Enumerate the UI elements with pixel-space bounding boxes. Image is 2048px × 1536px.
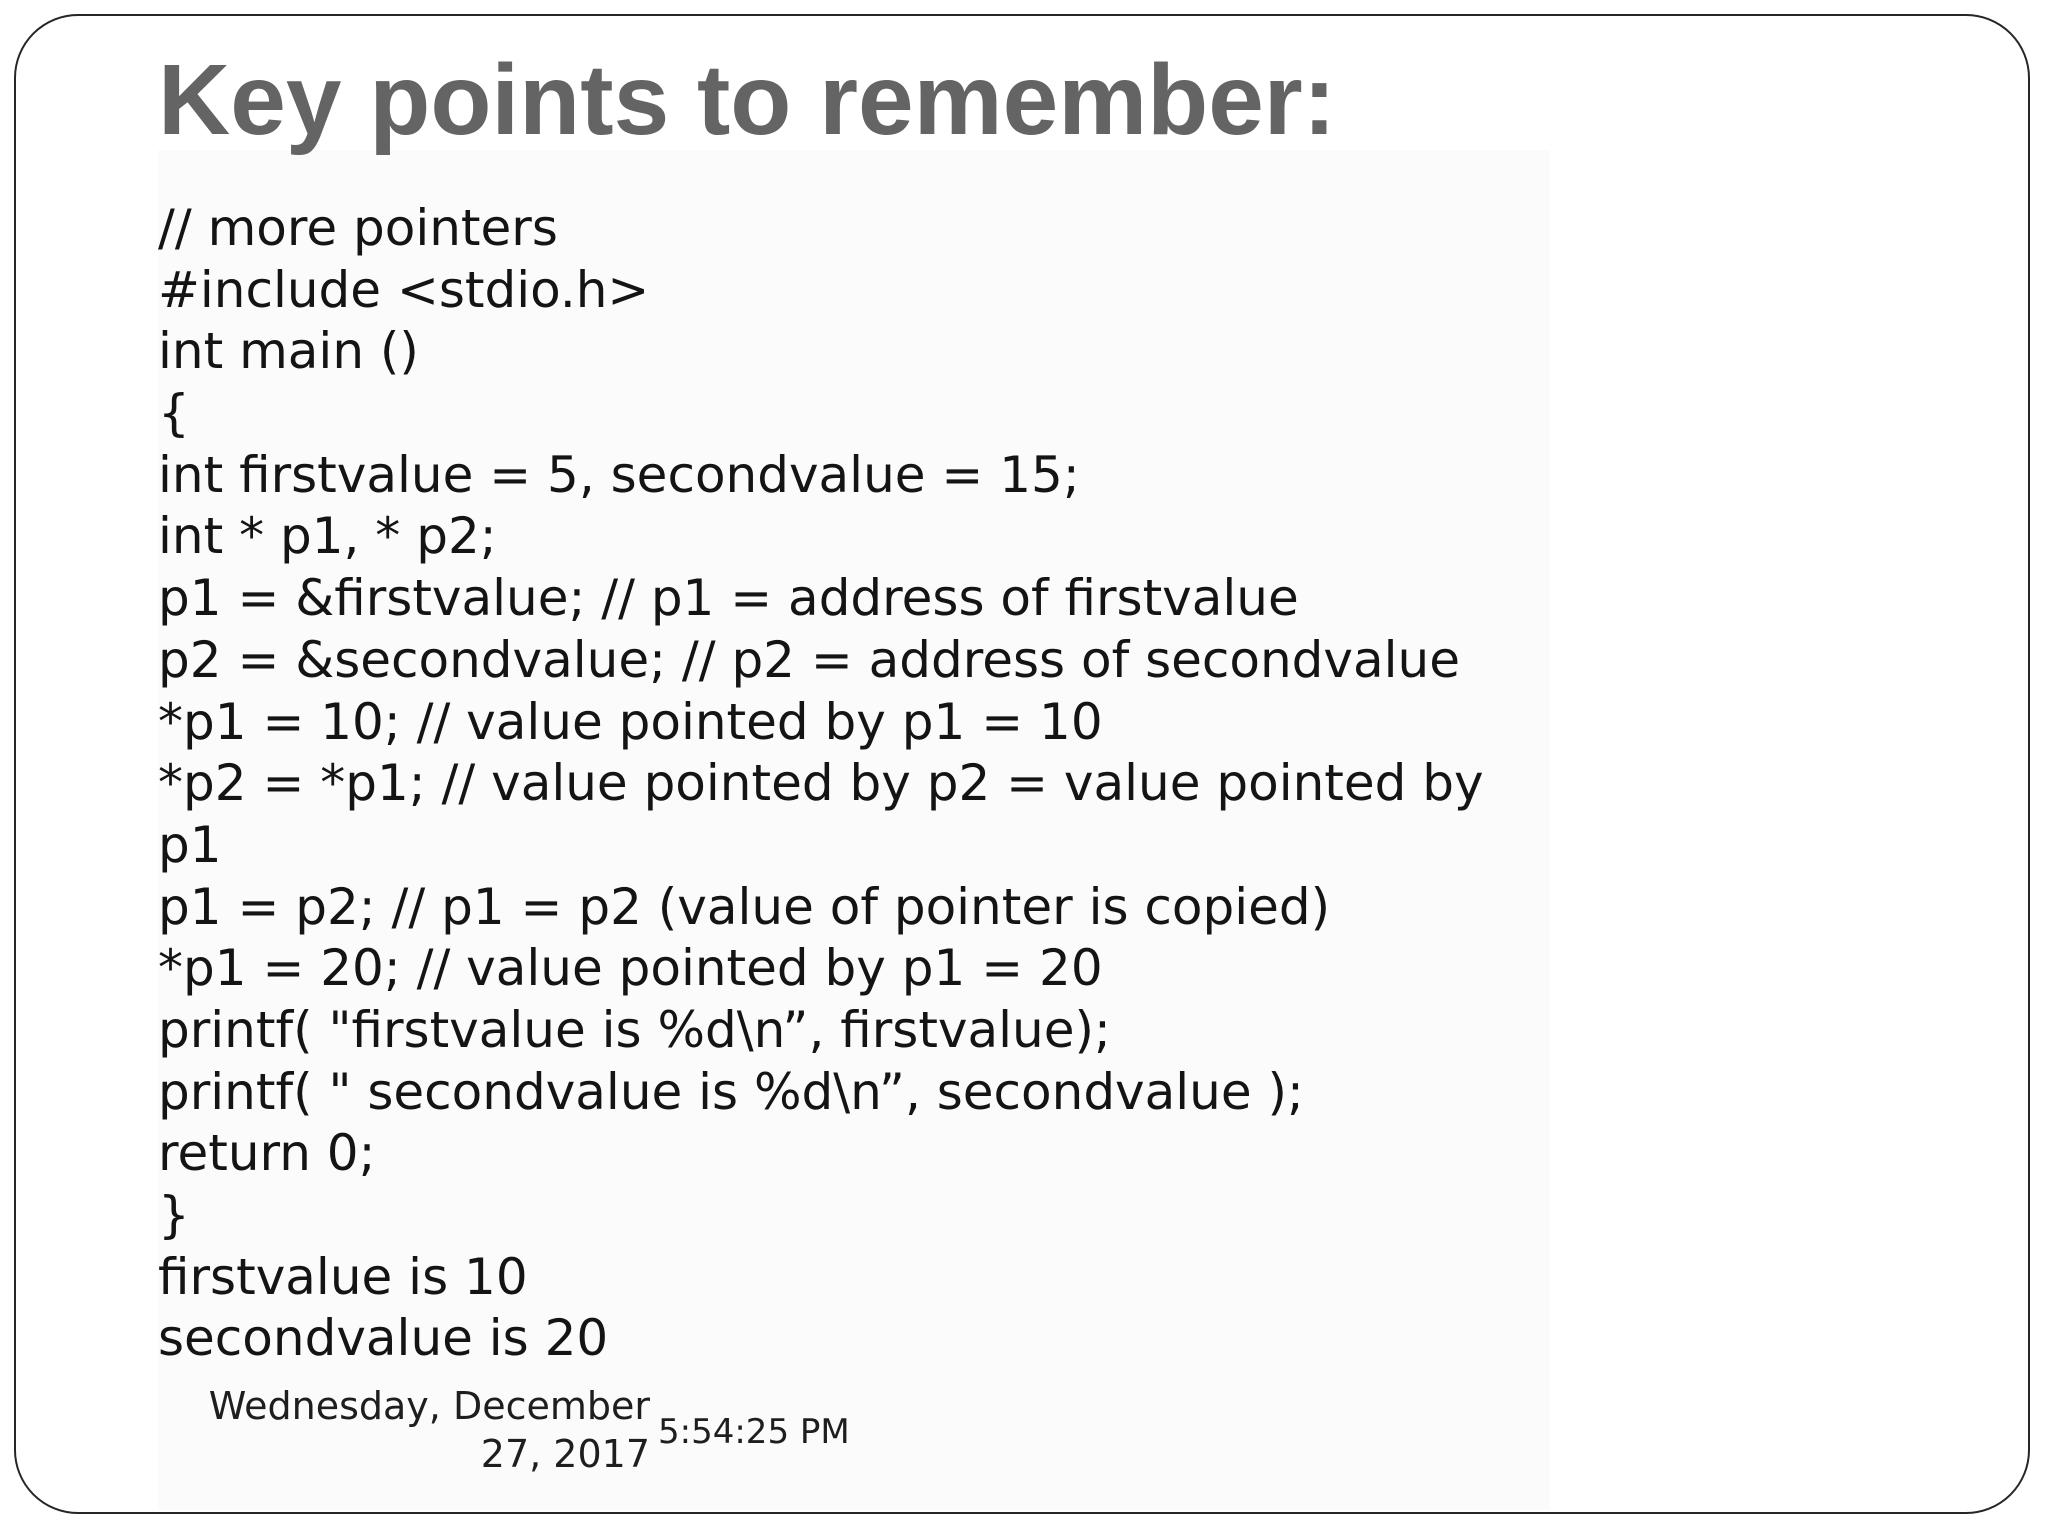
slide-title: Key points to remember: [158,44,1337,156]
code-line: *p1 = 20; // value pointed by p1 = 20 [158,939,1103,998]
code-line: int * p1, * p2; [158,507,497,566]
footer-date [209,1382,650,1478]
code-line: p1 = p2; // p1 = p2 (value of pointer is copied) [158,877,1331,936]
code-line: printf( " secondvalue is %d\n”, secondvalue ); [158,1062,1304,1121]
code-line: return 0; [158,1124,376,1183]
code-line: int firstvalue = 5, secondvalue = 15; [158,445,1080,504]
footer-date-line1: Wednesday, December [208,1384,650,1428]
code-listing [158,198,1484,1370]
code-line: p2 = &secondvalue; // p2 = address of secondvalue [158,630,1460,689]
code-line: printf( "firstvalue is %d\n”, firstvalue); [158,1000,1111,1059]
code-line: p1 = &firstvalue; // p1 = address of firstvalue [158,569,1299,628]
code-line: } [158,1186,190,1244]
code-line: *p2 = *p1; // value pointed by p2 = value pointed by [158,754,1484,813]
code-line: #include <stdio.h> [158,260,650,319]
footer-time: 5:54:25 PM [658,1412,850,1452]
code-line: *p1 = 10; // value pointed by p1 = 10 [158,692,1103,751]
code-line: p1 [158,815,222,874]
code-line: int main () [158,322,419,381]
footer-date-line2: 27, 2017 [480,1432,650,1476]
output-line: firstvalue is 10 [158,1247,528,1306]
code-line: { [158,384,190,443]
code-line: // more pointers [158,199,558,257]
output-line: secondvalue is 20 [158,1309,609,1368]
